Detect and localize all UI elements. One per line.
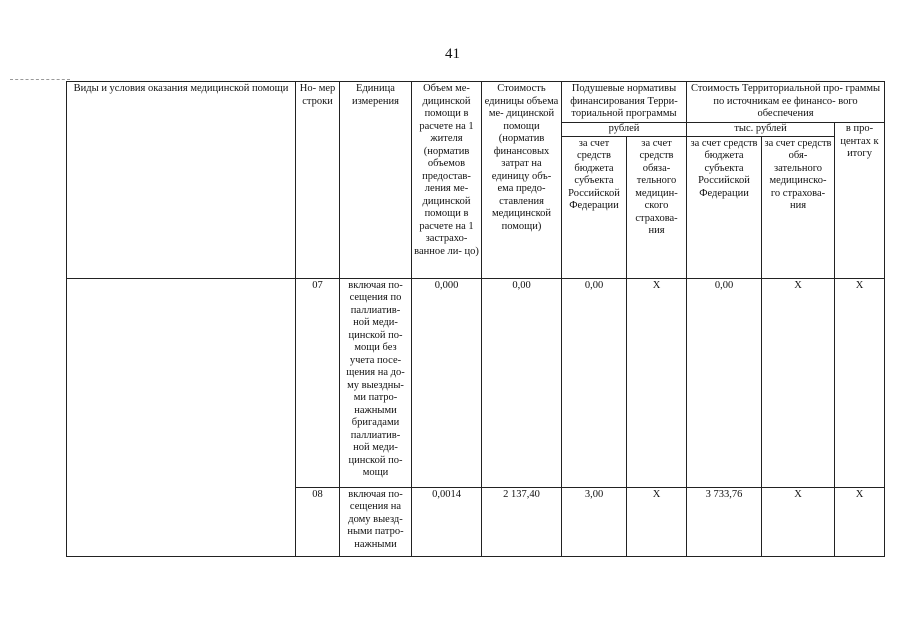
cell-volume: 0,000 [412, 278, 482, 487]
header-per-capita-unit: рублей [562, 123, 687, 137]
cell-total-oms: X [762, 487, 835, 556]
header-per-capita-group: Подушевые нормативы финансирования Терри- ториальной программы [562, 82, 687, 123]
cell-unit: включая по- сещения по паллиатив- ной меди- цинской по- мощи без учета посе- щения на до- му выездны- ми патро- нажными бригадами паллиатив- ной меди- цинской по- мощи [340, 278, 412, 487]
cell-total-percent: X [835, 487, 885, 556]
cell-total-budget: 0,00 [687, 278, 762, 487]
header-total-oms: за счет средств обя- зательного медицинско- го страхова- ния [762, 136, 835, 278]
cell-per-capita-budget: 3,00 [562, 487, 627, 556]
cell-total-budget: 3 733,76 [687, 487, 762, 556]
cell-line-number: 08 [296, 487, 340, 556]
cell-per-capita-oms: X [627, 487, 687, 556]
scan-edge-rule [10, 79, 70, 80]
cell-line-number: 07 [296, 278, 340, 487]
header-type: Виды и условия оказания медицинской помощи [67, 82, 296, 279]
header-total-budget: за счет средств бюджета субъекта Российской Федерации [687, 136, 762, 278]
cell-unit: включая по- сещения на дому выезд- ными патро- нажными [340, 487, 412, 556]
table-row [67, 278, 885, 487]
cell-total-percent: X [835, 278, 885, 487]
cell-cost: 0,00 [482, 278, 562, 487]
cell-per-capita-budget: 0,00 [562, 278, 627, 487]
header-unit: Единица измерения [340, 82, 412, 279]
header-total-percent: в про- центах к итогу [835, 123, 885, 279]
cell-cost: 2 137,40 [482, 487, 562, 556]
header-total-group: Стоимость Территориальной про- граммы по источникам ее финансо- вого обеспечения [687, 82, 885, 123]
cell-per-capita-oms: X [627, 278, 687, 487]
cell-total-oms: X [762, 278, 835, 487]
header-per-capita-oms: за счет средств обяза- тельного медицин- ского страхова- ния [627, 136, 687, 278]
cell-volume: 0,0014 [412, 487, 482, 556]
header-per-capita-budget: за счет средств бюджета субъекта Российской Федерации [562, 136, 627, 278]
header-total-unit: тыс. рублей [687, 123, 835, 137]
header-row-top [67, 82, 885, 123]
page-number: 41 [445, 46, 460, 62]
cell-type [67, 278, 296, 556]
header-cost: Стоимость единицы объема ме- дицинской помощи (норматив финансовых затрат на единицу объ- ема предо- ставления медицинской помощи) [482, 82, 562, 279]
program-cost-table [66, 81, 885, 557]
header-volume: Объем ме- дицинской помощи в расчете на 1 жителя (норматив объемов предостав- ления ме- дицинской помощи в расчете на 1 застрахо- ванное ли- цо) [412, 82, 482, 279]
header-line-number: Но- мер строки [296, 82, 340, 279]
